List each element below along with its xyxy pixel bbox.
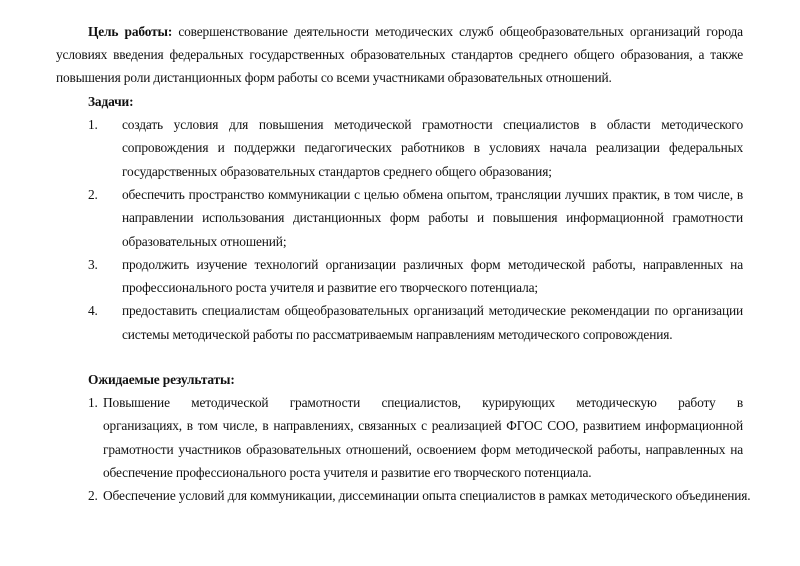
- list-item-line: образовательных отношений;: [122, 233, 287, 249]
- list-item-line: создать условия для повышения методической грамотности специалистов в области методического: [122, 117, 743, 132]
- list-item-line: направлении использования дистанционных форм работы и повышения информационной грамотности: [122, 210, 743, 226]
- list-item-line: системы методической работы по рассматриваемым направлениям методического сопровождения.: [122, 326, 673, 342]
- list-item-line: сопровождения и поддержки педагогических работников в условиях начала реализации федеральных: [122, 140, 743, 156]
- list-item-line: грамотности участников образовательных отношений, освоением форм методической работы, направленных на: [103, 441, 743, 457]
- results-heading: Ожидаемые результаты:: [88, 372, 235, 387]
- list-item-line: обеспечить пространство коммуникации с целью обмена опытом, трансляции лучших практик, в том числе, в: [122, 186, 743, 202]
- list-item-line: продолжить изучение технологий организации различных форм методической работы, направленных на: [122, 256, 743, 272]
- list-item-line: Повышение методической грамотности специалистов, курирующих методическую работу в: [103, 395, 743, 410]
- goal-paragraph-line-2: условиях введения федеральных государственных образовательных стандартов среднего общего образования, а также: [56, 47, 743, 62]
- list-item-number: 2.: [88, 488, 98, 504]
- list-item-number: 3.: [88, 256, 98, 272]
- list-item-line: профессионального роста учителя и развитие его творческого потенциала;: [122, 280, 538, 296]
- list-item-line: организациях, в том числе, в направлениях, связанных с реализацией ФГОС СОО, развитием информационной: [103, 418, 743, 434]
- list-item-line: Обеспечение условий для коммуникации, диссеминации опыта специалистов в рамках методического объединения.: [103, 488, 751, 504]
- goal-paragraph-line-3: повышения роли дистанционных форм работы со всеми участниками образовательных отношений.: [56, 70, 612, 85]
- list-item-number: 1.: [88, 117, 98, 132]
- list-item-number: 1.: [88, 395, 98, 410]
- list-item-number: 4.: [88, 303, 98, 319]
- list-item-line: государственных образовательных стандартов среднего общего образования;: [122, 163, 552, 179]
- list-item-line: предоставить специалистам общеобразовательных организаций методические рекомендации по организации: [122, 303, 743, 319]
- list-item-number: 2.: [88, 186, 98, 202]
- list-item-line: обеспечение профессионального роста учителя и развитие его творческого потенциала.: [103, 464, 592, 480]
- goal-label: Цель работы:: [88, 24, 173, 39]
- goal-paragraph-line-1: Цель работы: совершенствование деятельности методических служб общеобразовательных организаций города: [88, 24, 743, 39]
- tasks-heading: Задачи:: [88, 94, 134, 109]
